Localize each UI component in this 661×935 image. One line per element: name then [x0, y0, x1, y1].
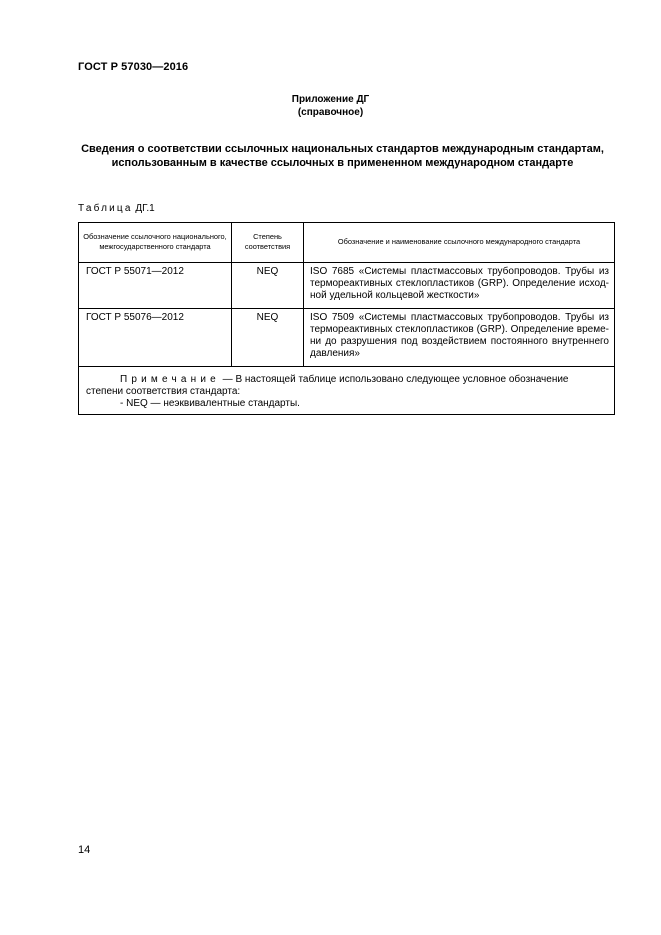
table-row: [79, 309, 615, 367]
table-caption-word: Таблица: [78, 203, 133, 214]
annex-title: Приложение ДГ: [291, 94, 370, 105]
page-number: 14: [78, 844, 91, 856]
table-row: [79, 263, 615, 309]
degree-cell: NEQ: [232, 263, 304, 309]
degree-cell: NEQ: [232, 309, 304, 367]
column-header-national-standard: Обозначение ссылочного национального, межгосударственного стандарта: [79, 223, 232, 263]
table-header-row: [79, 223, 615, 263]
annex-type: (справочное): [297, 107, 364, 118]
annex-heading: [0, 93, 661, 119]
column-header-international-standard: Обозначение и наименование ссылочного международного стандарта: [304, 223, 615, 263]
international-standard-cell: ISO 7685 «Системы пластмассовых трубопроводов. Трубы из термореактивных стеклопластиков (GRP). Определение исход-ной удельной кольцевой жесткости»: [304, 263, 615, 309]
note-list-item: - NEQ — неэквивалентные стандарты.: [120, 398, 300, 409]
international-standard-cell: ISO 7509 «Системы пластмассовых трубопроводов. Трубы из термореактивных стеклопластиков (GRP). Определение време-ни до разрушения под воздействием постоянного внутреннего давления»: [304, 309, 615, 367]
standard-designation: ГОСТ Р 57030—2016: [78, 61, 189, 73]
table-note-row: [79, 367, 615, 415]
document-title: Сведения о соответствии ссылочных национальных стандартов международным стандартам, использованным в качестве ссылочных в примененном международном стандарте: [81, 143, 604, 169]
table-caption-number: ДГ.1: [132, 203, 155, 214]
national-standard-cell: ГОСТ Р 55071—2012: [79, 263, 232, 309]
note-label: Примечание: [120, 374, 220, 385]
column-header-degree: Степень соответствия: [232, 223, 304, 263]
correspondence-table: [78, 222, 615, 415]
table-note: [79, 367, 615, 415]
note-text: — В настоящей таблице использовано следующее условное обозначение степени соответствия стандарта:: [86, 374, 569, 397]
note-body: [86, 374, 608, 398]
table-caption: [78, 203, 155, 214]
national-standard-cell: ГОСТ Р 55076—2012: [79, 309, 232, 367]
